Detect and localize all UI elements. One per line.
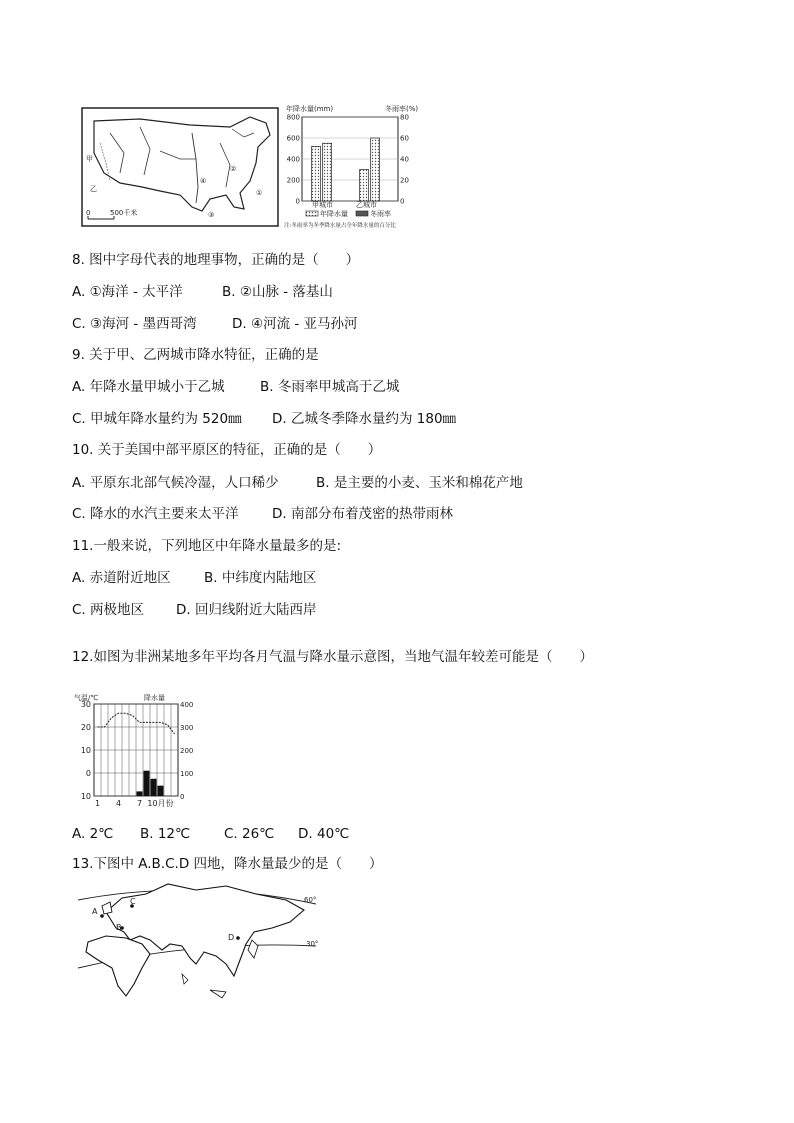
q10-option-c[interactable]: C. 降水的水汽主要来太平洋 (72, 506, 239, 522)
q8-option-b[interactable]: B. ②山脉 - 落基山 (222, 284, 333, 300)
map-label-2: ② (230, 165, 237, 173)
us-map-and-precip-chart-figure (80, 103, 425, 233)
q8-option-a[interactable]: A. ①海洋 - 太平洋 (72, 284, 183, 300)
chart1-bar-winter-rate (371, 138, 380, 201)
chart2-right-tick: 400 (180, 701, 194, 709)
question-13-stem: 13.下图中 A.B.C.D 四地，降水量最少的是（ ） (72, 856, 383, 872)
map-label-yi: 乙 (90, 185, 97, 193)
question-8-stem: 8. 图中字母代表的地理事物，正确的是（ ） (72, 252, 360, 268)
chart1-right-tick: 20 (400, 176, 409, 185)
eurasia-map (76, 880, 326, 1005)
chart2-left-axis-label: 气温/℃ (74, 694, 99, 702)
chart1-right-tick: 0 (400, 197, 405, 206)
chart1-category-jia: 甲城市 (312, 201, 333, 209)
chart1-left-axis-label: 年降水量(mm) (286, 105, 334, 113)
q9-option-b[interactable]: B. 冬雨率甲城高于乙城 (260, 379, 400, 395)
chart2-right-tick: 300 (180, 724, 194, 732)
chart1-left-tick: 600 (286, 134, 300, 143)
question-10-stem: 10. 关于美国中部平原区的特征，正确的是（ ） (72, 442, 382, 458)
climate-chart-figure (72, 690, 202, 815)
chart2-precip-bar (137, 791, 143, 796)
eurasia-map-figure (76, 880, 326, 1005)
q10-option-a[interactable]: A. 平原东北部气候冷湿，人口稀少 (72, 475, 279, 491)
q12-option-c[interactable]: C. 26℃ (224, 826, 275, 842)
question-9-options-row2 (72, 410, 456, 428)
chart2-x-tick: 4 (115, 799, 122, 808)
map-label-4: ④ (200, 177, 207, 185)
chart1-legend-winter-rate: 冬雨率 (370, 210, 391, 218)
q10-option-b[interactable]: B. 是主要的小麦、玉米和棉花产地 (316, 475, 523, 491)
chart2-right-tick: 200 (180, 747, 194, 755)
chart1-bar-precip (312, 146, 321, 201)
map-point-b: B (116, 923, 122, 932)
question-12-options (72, 825, 349, 843)
q8-option-d[interactable]: D. ④河流 - 亚马孙河 (232, 316, 358, 332)
chart2-precip-bar (151, 779, 157, 796)
map-scale-label: 500千米 (110, 209, 138, 217)
map-label-3: ③ (208, 211, 215, 219)
chart2-right-tick: 0 (180, 793, 185, 801)
q10-option-d[interactable]: D. 南部分布着茂密的热带雨林 (272, 506, 453, 522)
question-8-options-row2 (72, 315, 358, 333)
chart1-bar-winter-rate (323, 143, 332, 201)
question-11-options-row1 (72, 569, 316, 587)
chart1-right-tick: 40 (400, 155, 409, 164)
q12-option-b[interactable]: B. 12℃ (140, 826, 191, 842)
q11-option-c[interactable]: C. 两极地区 (72, 602, 145, 618)
precip-bar-chart (284, 104, 418, 229)
chart1-category-yi: 乙城市 (356, 201, 377, 209)
question-9-options-row1 (72, 378, 399, 396)
map-point-d: D (228, 933, 235, 942)
question-11-stem: 11.一般来说，下列地区中年降水量最多的是: (72, 538, 342, 554)
chart2-precip-bar (144, 771, 150, 796)
svg-text:0: 0 (86, 209, 91, 217)
chart1-right-tick: 60 (400, 134, 409, 143)
chart1-left-tick: 200 (286, 176, 300, 185)
chart1-bar-precip (360, 170, 369, 202)
q9-option-d[interactable]: D. 乙城冬季降水量约为 180㎜ (272, 411, 457, 427)
question-12-stem: 12.如图为非洲某地多年平均各月气温与降水量示意图，当地气温年较差可能是（ ） (72, 649, 593, 665)
chart2-x-tick: 7 (136, 799, 143, 808)
question-11-options-row2 (72, 601, 316, 619)
q9-option-a[interactable]: A. 年降水量甲城小于乙城 (72, 379, 225, 395)
q11-option-d[interactable]: D. 回归线附近大陆西岸 (176, 602, 317, 618)
question-10-options-row2 (72, 505, 453, 523)
question-9-stem: 9. 关于甲、乙两城市降水特征，正确的是 (72, 347, 319, 363)
us-map-figure (80, 103, 425, 233)
q9-option-c[interactable]: C. 甲城年降水量约为 520㎜ (72, 411, 242, 427)
chart2-left-tick: 0 (85, 769, 91, 778)
latitude-label-60: 60° (304, 896, 317, 904)
climate-chart (72, 690, 202, 815)
question-8-options-row1 (72, 283, 333, 301)
chart2-left-tick: 10 (80, 746, 91, 755)
q11-option-b[interactable]: B. 中纬度内陆地区 (204, 570, 317, 586)
chart2-left-tick: 30 (80, 700, 91, 709)
chart1-note: 注:冬雨率为冬季降水量占全年降水量的百分比 (284, 223, 396, 229)
chart2-x-tick: 1 (94, 799, 101, 808)
chart1-right-axis-label: 冬雨率(%) (385, 105, 419, 113)
chart1-left-tick: 0 (295, 197, 300, 206)
map-label-1: ① (256, 189, 263, 197)
chart2-right-tick: 100 (180, 770, 194, 778)
chart2-left-tick: 10 (80, 792, 91, 801)
chart1-legend-precip: 年降水量 (320, 210, 348, 218)
map-label-jia: 甲 (86, 155, 93, 163)
chart1-left-tick: 400 (286, 155, 300, 164)
q8-option-c[interactable]: C. ③海河 - 墨西哥湾 (72, 316, 197, 332)
chart2-right-axis-label: 降水量 (144, 694, 165, 702)
map-point-a: A (92, 907, 98, 916)
chart2-precip-bar (158, 786, 164, 796)
chart2-left-tick: 20 (80, 723, 91, 732)
q11-option-a[interactable]: A. 赤道附近地区 (72, 570, 171, 586)
question-10-options-row1 (72, 474, 523, 492)
chart1-right-tick: 80 (400, 113, 409, 122)
map-point-c: C (130, 897, 136, 906)
chart2-x-tick: 10月份 (147, 799, 174, 808)
q12-option-d[interactable]: D. 40℃ (298, 826, 350, 842)
chart1-left-tick: 800 (286, 113, 300, 122)
q12-option-a[interactable]: A. 2℃ (72, 826, 114, 842)
latitude-label-30: 30° (306, 940, 319, 948)
